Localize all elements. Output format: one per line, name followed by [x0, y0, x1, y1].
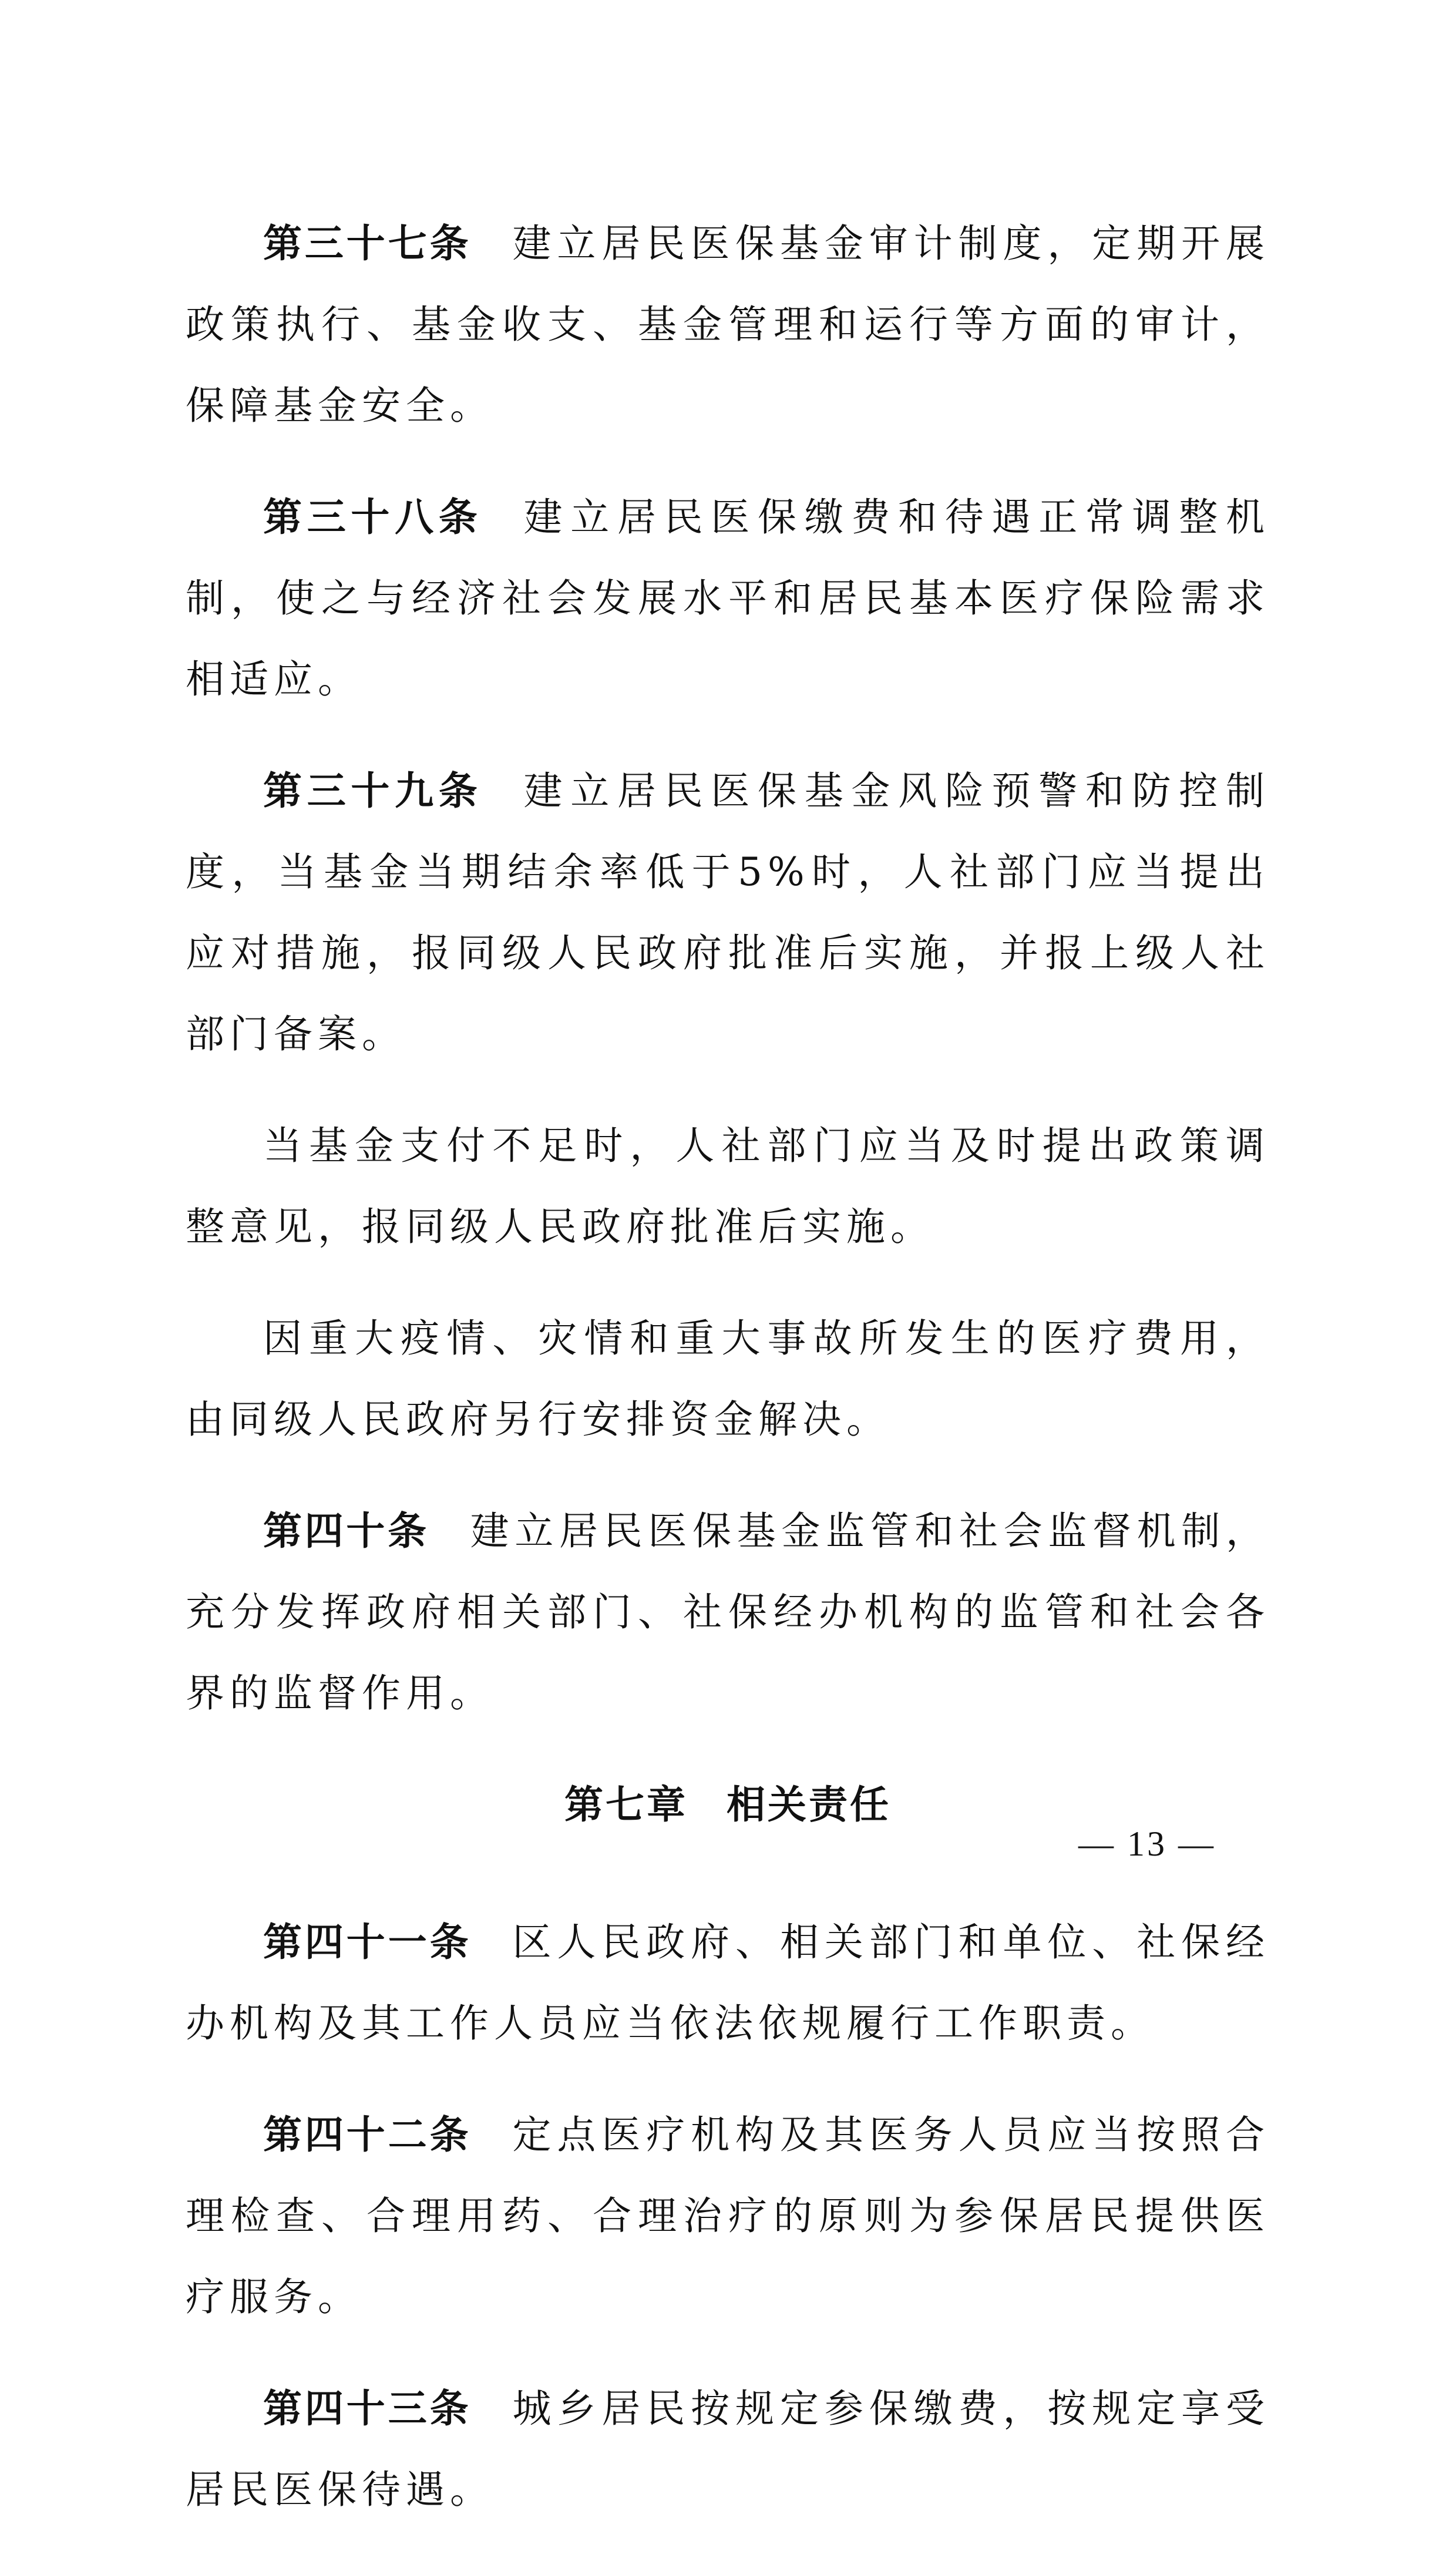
article-41 — [186, 1902, 1270, 2064]
article-40-title: 第四十条 — [263, 1508, 429, 1554]
article-43 — [186, 2368, 1270, 2530]
paragraph-fund-shortfall: 当基金支付不足时，人社部门应当及时提出政策调整意见，报同级人民政府批准后实施。 — [186, 1123, 1270, 1249]
article-38-title: 第三十八条 — [263, 495, 483, 540]
article-42-title: 第四十二条 — [263, 2112, 472, 2157]
page-number: — 13 — — [1078, 1824, 1216, 1863]
paragraph-disaster-costs: 因重大疫情、灾情和重大事故所发生的医疗费用，由同级人民政府另行安排资金解决。 — [186, 1316, 1270, 1442]
chapter-name: 相关责任 — [727, 1782, 891, 1827]
article-37-text: 建立居民医保基金审计制度，定期开展政策执行、基金收支、基金管理和运行等方面的审计，保障基金安全。 — [186, 221, 1270, 428]
article-42 — [186, 2095, 1270, 2338]
article-38-text: 建立居民医保缴费和待遇正常调整机制，使之与经济社会发展水平和居民基本医疗保险需求相适应。 — [186, 495, 1270, 702]
article-39-title: 第三十九条 — [263, 768, 483, 814]
article-39-text: 建立居民医保基金风险预警和防控制度，当基金当期结余率低于5%时，人社部门应当提出应对措施，报同级人民政府批准后实施，并报上级人社部门备案。 — [186, 768, 1270, 1057]
article-40-text: 建立居民医保基金监管和社会监督机制，充分发挥政府相关部门、社保经办机构的监管和社会各界的监督作用。 — [186, 1508, 1270, 1716]
article-38 — [186, 477, 1270, 720]
document-page — [186, 203, 1270, 2561]
article-37-title: 第三十七条 — [263, 221, 472, 266]
article-40 — [186, 1491, 1270, 1734]
article-42-text: 定点医疗机构及其医务人员应当按照合理检查、合理用药、合理治疗的原则为参保居民提供医疗服务。 — [186, 2112, 1270, 2320]
article-43-title: 第四十三条 — [263, 2386, 472, 2431]
article-41-text: 区人民政府、相关部门和单位、社保经办机构及其工作人员应当依法依规履行工作职责。 — [186, 1920, 1270, 2046]
article-41-title: 第四十一条 — [263, 1920, 472, 1965]
chapter-number: 第七章 — [564, 1782, 688, 1827]
article-37 — [186, 203, 1270, 446]
article-43-text: 城乡居民按规定参保缴费，按规定享受居民医保待遇。 — [186, 2386, 1270, 2512]
article-39 — [186, 751, 1270, 1075]
